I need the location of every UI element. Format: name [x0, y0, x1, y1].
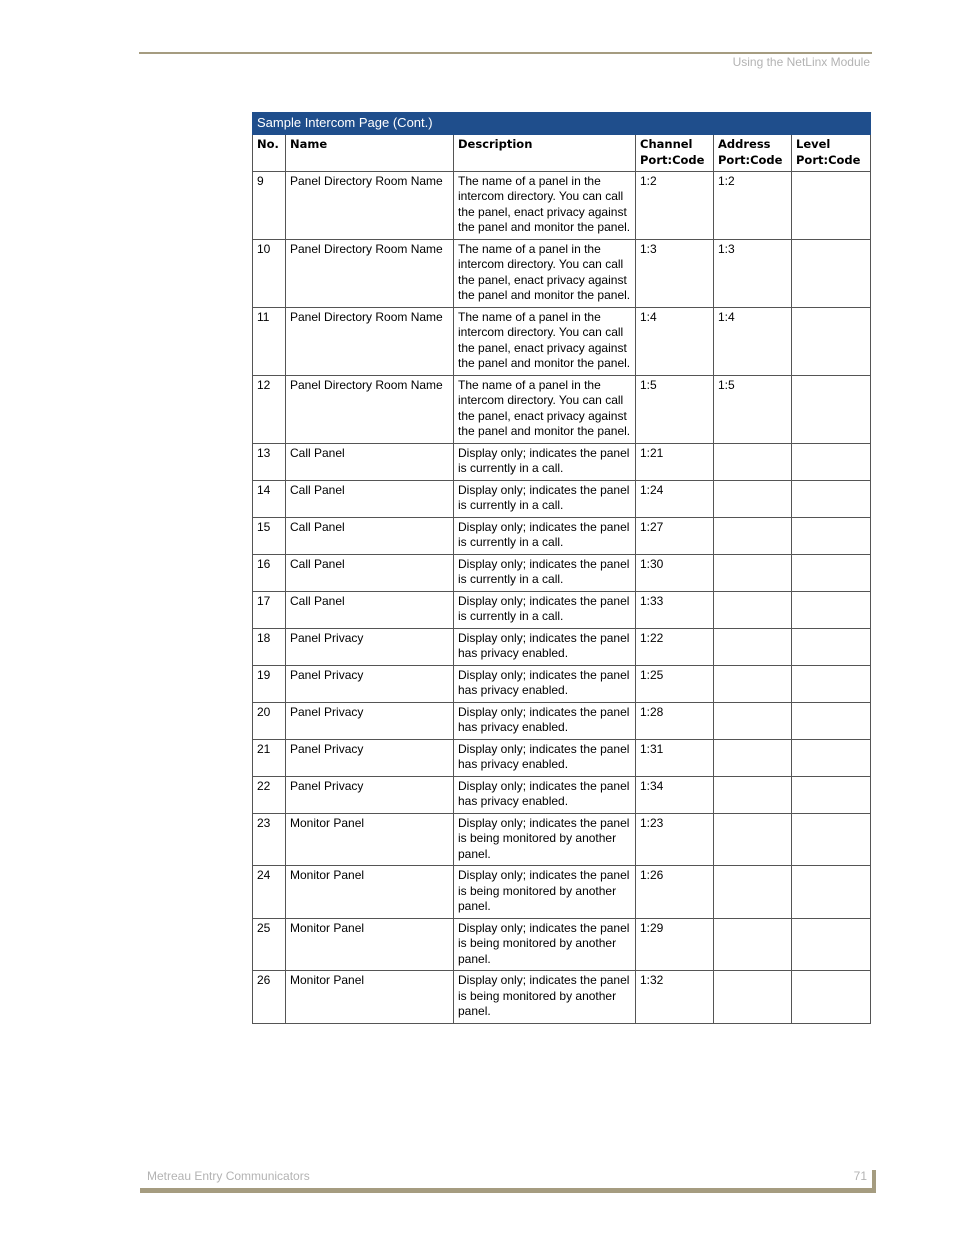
cell-level — [792, 239, 871, 307]
cell-channel: 1:5 — [636, 375, 714, 443]
cell-level — [792, 665, 871, 702]
cell-level — [792, 307, 871, 375]
cell-address — [714, 443, 792, 480]
col-header-name: Name — [286, 134, 454, 171]
cell-description: Display only; indicates the panel is being monitored by another panel. — [454, 866, 636, 919]
cell-channel: 1:22 — [636, 628, 714, 665]
cell-name: Monitor Panel — [286, 971, 454, 1024]
table-row — [253, 517, 871, 554]
cell-channel: 1:28 — [636, 702, 714, 739]
cell-name: Call Panel — [286, 480, 454, 517]
cell-level — [792, 171, 871, 239]
cell-name: Call Panel — [286, 554, 454, 591]
cell-address — [714, 665, 792, 702]
table-row — [253, 628, 871, 665]
table-row — [253, 239, 871, 307]
cell-level — [792, 866, 871, 919]
cell-name: Panel Privacy — [286, 776, 454, 813]
cell-description: Display only; indicates the panel is currently in a call. — [454, 517, 636, 554]
table-row — [253, 480, 871, 517]
cell-description: Display only; indicates the panel has privacy enabled. — [454, 702, 636, 739]
cell-channel: 1:21 — [636, 443, 714, 480]
footer-rule — [140, 1188, 873, 1193]
cell-address — [714, 554, 792, 591]
cell-level — [792, 739, 871, 776]
intercom-table-container — [252, 112, 870, 1024]
table-header-row — [253, 134, 871, 171]
cell-channel: 1:24 — [636, 480, 714, 517]
cell-address — [714, 702, 792, 739]
table-row — [253, 443, 871, 480]
cell-channel: 1:26 — [636, 866, 714, 919]
cell-description: Display only; indicates the panel has privacy enabled. — [454, 665, 636, 702]
header-rule — [139, 52, 872, 54]
cell-channel: 1:33 — [636, 591, 714, 628]
cell-description: Display only; indicates the panel is currently in a call. — [454, 480, 636, 517]
cell-channel: 1:25 — [636, 665, 714, 702]
cell-description: The name of a panel in the intercom directory. You can call the panel, enact privacy against the panel and monitor the panel. — [454, 239, 636, 307]
table-row — [253, 665, 871, 702]
table-row — [253, 591, 871, 628]
cell-name: Panel Directory Room Name — [286, 307, 454, 375]
cell-address — [714, 918, 792, 971]
cell-no: 21 — [253, 739, 286, 776]
cell-name: Monitor Panel — [286, 866, 454, 919]
table-row — [253, 171, 871, 239]
table-row — [253, 375, 871, 443]
cell-address — [714, 971, 792, 1024]
cell-description: The name of a panel in the intercom directory. You can call the panel, enact privacy against the panel and monitor the panel. — [454, 171, 636, 239]
col-header-level: Level Port:Code — [792, 134, 871, 171]
section-title: Using the NetLinx Module — [732, 55, 870, 69]
table-row — [253, 866, 871, 919]
cell-name: Panel Privacy — [286, 739, 454, 776]
cell-description: Display only; indicates the panel is being monitored by another panel. — [454, 971, 636, 1024]
table-row — [253, 971, 871, 1024]
table-row — [253, 739, 871, 776]
cell-description: Display only; indicates the panel has privacy enabled. — [454, 628, 636, 665]
cell-no: 17 — [253, 591, 286, 628]
table-row — [253, 918, 871, 971]
cell-address: 1:4 — [714, 307, 792, 375]
cell-description: Display only; indicates the panel is currently in a call. — [454, 554, 636, 591]
col-header-no: No. — [253, 134, 286, 171]
cell-level — [792, 554, 871, 591]
cell-no: 22 — [253, 776, 286, 813]
cell-description: Display only; indicates the panel is being monitored by another panel. — [454, 813, 636, 866]
cell-name: Panel Directory Room Name — [286, 375, 454, 443]
cell-description: The name of a panel in the intercom directory. You can call the panel, enact privacy against the panel and monitor the panel. — [454, 307, 636, 375]
cell-channel: 1:29 — [636, 918, 714, 971]
cell-name: Monitor Panel — [286, 918, 454, 971]
cell-level — [792, 375, 871, 443]
cell-name: Panel Privacy — [286, 665, 454, 702]
cell-channel: 1:2 — [636, 171, 714, 239]
table-row — [253, 776, 871, 813]
table-row — [253, 813, 871, 866]
cell-name: Panel Directory Room Name — [286, 171, 454, 239]
cell-description: Display only; indicates the panel has privacy enabled. — [454, 776, 636, 813]
cell-address — [714, 813, 792, 866]
cell-level — [792, 517, 871, 554]
cell-description: The name of a panel in the intercom directory. You can call the panel, enact privacy against the panel and monitor the panel. — [454, 375, 636, 443]
cell-name: Panel Directory Room Name — [286, 239, 454, 307]
cell-channel: 1:3 — [636, 239, 714, 307]
cell-address — [714, 480, 792, 517]
cell-name: Call Panel — [286, 591, 454, 628]
cell-level — [792, 813, 871, 866]
cell-level — [792, 918, 871, 971]
cell-name: Call Panel — [286, 443, 454, 480]
page-number: 71 — [853, 1169, 867, 1183]
cell-no: 20 — [253, 702, 286, 739]
cell-no: 16 — [253, 554, 286, 591]
table-caption: Sample Intercom Page (Cont.) — [253, 113, 871, 135]
cell-no: 26 — [253, 971, 286, 1024]
cell-level — [792, 591, 871, 628]
cell-name: Panel Privacy — [286, 702, 454, 739]
cell-address — [714, 776, 792, 813]
cell-level — [792, 702, 871, 739]
cell-no: 23 — [253, 813, 286, 866]
cell-level — [792, 971, 871, 1024]
cell-address — [714, 591, 792, 628]
cell-channel: 1:23 — [636, 813, 714, 866]
cell-channel: 1:4 — [636, 307, 714, 375]
cell-no: 11 — [253, 307, 286, 375]
table-row — [253, 554, 871, 591]
col-header-description: Description — [454, 134, 636, 171]
cell-name: Monitor Panel — [286, 813, 454, 866]
cell-name: Call Panel — [286, 517, 454, 554]
cell-description: Display only; indicates the panel is being monitored by another panel. — [454, 918, 636, 971]
cell-channel: 1:27 — [636, 517, 714, 554]
col-header-channel: Channel Port:Code — [636, 134, 714, 171]
intercom-table — [252, 112, 871, 1024]
cell-description: Display only; indicates the panel has privacy enabled. — [454, 739, 636, 776]
cell-no: 19 — [253, 665, 286, 702]
cell-no: 18 — [253, 628, 286, 665]
cell-channel: 1:31 — [636, 739, 714, 776]
cell-description: Display only; indicates the panel is currently in a call. — [454, 443, 636, 480]
cell-address — [714, 517, 792, 554]
cell-channel: 1:34 — [636, 776, 714, 813]
cell-address: 1:3 — [714, 239, 792, 307]
cell-description: Display only; indicates the panel is currently in a call. — [454, 591, 636, 628]
cell-no: 9 — [253, 171, 286, 239]
cell-address: 1:5 — [714, 375, 792, 443]
cell-level — [792, 443, 871, 480]
cell-name: Panel Privacy — [286, 628, 454, 665]
table-row — [253, 702, 871, 739]
cell-channel: 1:30 — [636, 554, 714, 591]
table-body — [253, 171, 871, 1023]
cell-no: 10 — [253, 239, 286, 307]
table-caption-row — [253, 113, 871, 135]
cell-level — [792, 628, 871, 665]
footer-product-name: Metreau Entry Communicators — [147, 1169, 310, 1183]
cell-address — [714, 739, 792, 776]
col-header-address: Address Port:Code — [714, 134, 792, 171]
cell-no: 12 — [253, 375, 286, 443]
cell-channel: 1:32 — [636, 971, 714, 1024]
cell-level — [792, 776, 871, 813]
cell-no: 25 — [253, 918, 286, 971]
cell-no: 15 — [253, 517, 286, 554]
cell-level — [792, 480, 871, 517]
cell-address — [714, 628, 792, 665]
cell-address — [714, 866, 792, 919]
table-row — [253, 307, 871, 375]
cell-no: 24 — [253, 866, 286, 919]
cell-no: 13 — [253, 443, 286, 480]
cell-no: 14 — [253, 480, 286, 517]
cell-address: 1:2 — [714, 171, 792, 239]
